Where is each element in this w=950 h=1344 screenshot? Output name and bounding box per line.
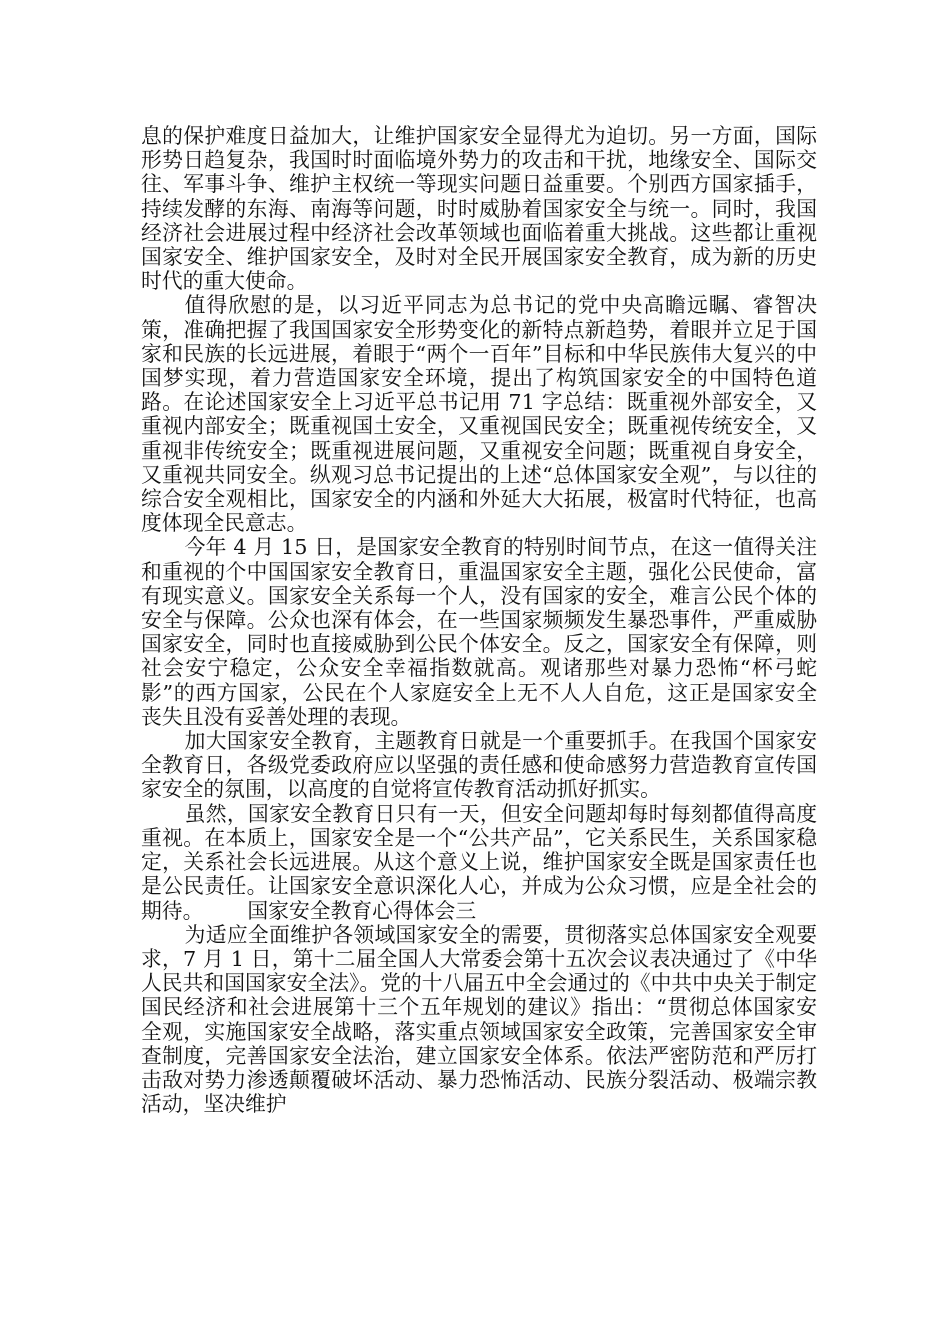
paragraph-3: 今年 4 月 15 日，是国家安全教育的特别时间节点，在这一值得关注和重视的个中国国家安全教育日，重温国家安全主题，强化公民使命，富有现实意义。国家安全关系每一个人，没有国家的安全，难言公民个体的安全与保障。公众也深有体会，在一些国家频频发生暴恐事件，严重威胁国家安全，同时也直接威胁到公民个体安全。反之，国家安全有保障，则社会安宁稳定，公众安全幸福指数就高。观诸那些对暴力恐怖“杯弓蛇影”的西方国家，公民在个人家庭安全上无不人人自危，这正是国家安全丧失且没有妥善处理的表现。 bbox=[141, 535, 817, 729]
paragraph-6: 为适应全面维护各领域国家安全的需要，贯彻落实总体国家安全观要求，7 月 1 日，第十二届全国人大常委会第十五次会议表决通过了《中华人民共和国国家安全法》。党的十八届五中全会通过的《中共中央关于制定国民经济和社会进展第十三个五年规划的建议》指出：“贯彻总体国家安全观，实施国家安全战略，落实重点领域国家安全政策，完善国家安全审查制度，完善国家安全法治，建立国家安全体系。依法严密防范和严厉打击敌对势力渗透颠覆破坏活动、暴力恐怖活动、民族分裂活动、极端宗教活动，坚决维护 bbox=[141, 922, 817, 1117]
section-title-inline: 国家安全教育心得体会三 bbox=[247, 898, 477, 923]
paragraph-5 bbox=[141, 802, 817, 923]
paragraph-1: 息的保护难度日益加大，让维护国家安全显得尤为迫切。另一方面，国际形势日趋复杂，我国时时面临境外势力的攻击和干扰，地缘安全、国际交往、军事斗争、维护主权统一等现实问题日益重要。个别西方国家插手，持续发酵的东海、南海等问题，时时威胁着国家安全与统一。同时，我国经济社会进展过程中经济社会改革领域也面临着重大挑战。这些都让重视国家安全、维护国家安全，及时对全民开展国家安全教育，成为新的历史时代的重大使命。 bbox=[141, 124, 817, 294]
paragraph-4: 加大国家安全教育，主题教育日就是一个重要抓手。在我国个国家安全教育日，各级党委政府应以坚强的责任感和使命感努力营造教育宣传国家安全的氛围，以高度的自觉将宣传教育活动抓好抓实。 bbox=[141, 729, 817, 802]
paragraph-5-text: 虽然，国家安全教育日只有一天，但安全问题却每时每刻都值得高度重视。在本质上，国家安全是一个“公共产品”，它关系民生，关系国家稳定，关系社会长远进展。从这个意义上说，维护国家安全既是国家责任也是公民责任。让国家安全意识深化人心，并成为公众习惯，应是全社会的期待。 bbox=[141, 801, 817, 923]
document-body bbox=[141, 124, 817, 1116]
paragraph-2: 值得欣慰的是，以习近平同志为总书记的党中央高瞻远瞩、睿智决策，准确把握了我国国家安全形势变化的新特点新趋势，着眼并立足于国家和民族的长远进展，着眼于“两个一百年”目标和中华民族伟大复兴的中国梦实现，着力营造国家安全环境，提出了构筑国家安全的中国特色道路。在论述国家安全上习近平总书记用 71 字总结：既重视外部安全，又重视内部安全；既重视国土安全，又重视国民安全；既重视传统安全，又重视非传统安全；既重视进展问题，又重视安全问题；既重视自身安全，又重视共同安全。纵观习总书记提出的上述“总体国家安全观”，与以往的综合安全观相比，国家安全的内涵和外延大大拓展，极富时代特征，也高度体现全民意志。 bbox=[141, 293, 817, 536]
